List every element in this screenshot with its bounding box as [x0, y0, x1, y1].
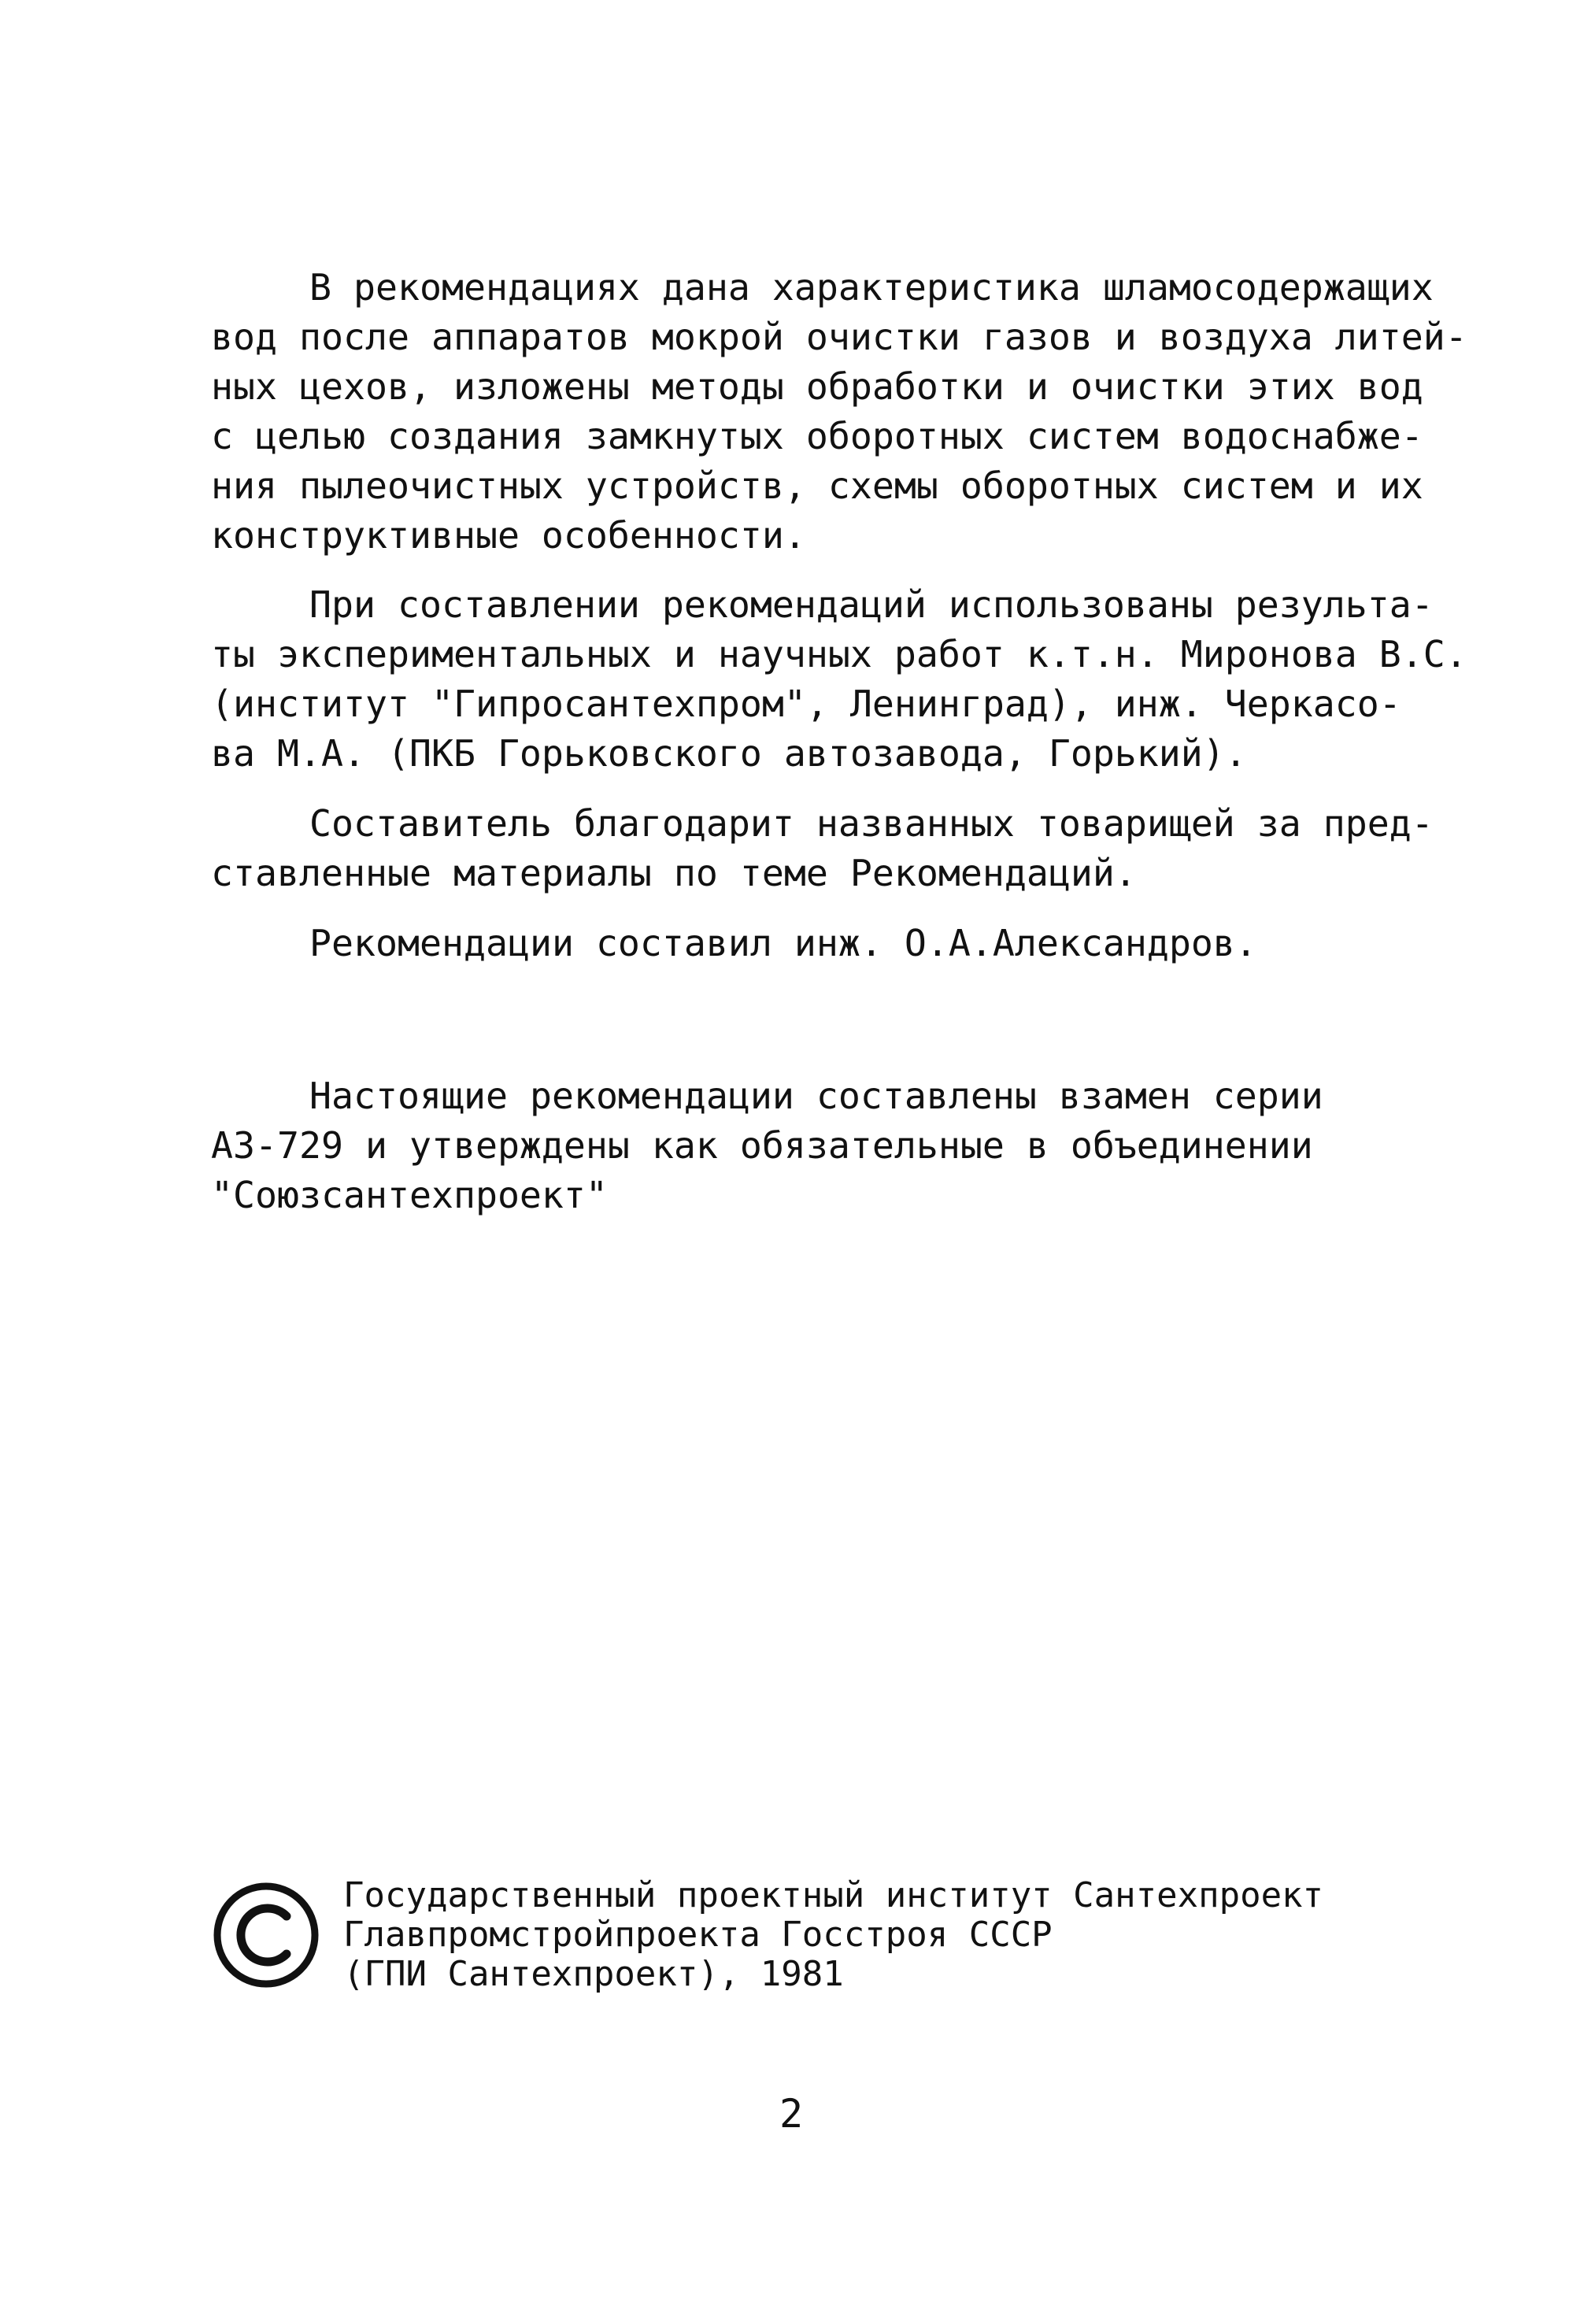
paragraph-5-line-1: Настоящие рекомендации составлены взамен серии	[309, 1075, 1323, 1117]
paragraph-2-line-4: ва М.А. (ПКБ Горьковского автозавода, Горький).	[211, 732, 1247, 775]
copyright-line-1: Государственный проектный институт Сантехпроект	[343, 1875, 1324, 1915]
paragraph-1-line-3: ных цехов, изложены методы обработки и очистки этих вод	[211, 365, 1423, 408]
paragraph-2-line-1: При составлении рекомендаций использованы результа-	[309, 583, 1434, 626]
paragraph-1-line-6: конструктивные особенности.	[211, 514, 806, 557]
paragraph-1-line-5: ния пылеочистных устройств, схемы оборотных систем и их	[211, 464, 1423, 507]
paragraph-1-line-1: В рекомендациях дана характеристика шламосодержащих	[309, 266, 1434, 309]
copyright-notice	[211, 1874, 1392, 2000]
paragraph-3-line-1: Составитель благодарит названных товарищей за пред-	[309, 802, 1434, 845]
paragraph-1-line-4: с целью создания замкнутых оборотных систем водоснабже-	[211, 415, 1423, 457]
copyright-line-2: Главпромстройпроекта Госстроя СССР	[343, 1915, 1053, 1955]
paragraph-4-line-1: Рекомендации составил инж. О.А.Александров.	[309, 922, 1257, 964]
paragraph-5-line-2: АЗ-729 и утверждены как обязательные в объединении	[211, 1124, 1313, 1167]
paragraph-3-line-2: ставленные материалы по теме Рекомендаций.	[211, 852, 1137, 894]
paragraph-1-line-2: вод после аппаратов мокрой очистки газов и воздуха литей-	[211, 316, 1467, 358]
page-number: 2	[779, 2091, 804, 2137]
copyright-line-3: (ГПИ Сантехпроект), 1981	[343, 1954, 844, 1994]
copyright-icon	[211, 1880, 321, 1990]
paragraph-2-line-3: (институт "Гипросантехпром", Ленинград), инж. Черкасо-	[211, 683, 1401, 725]
paragraph-2-line-2: ты экспериментальных и научных работ к.т.н. Миронова В.С.	[211, 633, 1467, 675]
paragraph-5-line-3: "Союзсантехпроект"	[211, 1174, 608, 1216]
